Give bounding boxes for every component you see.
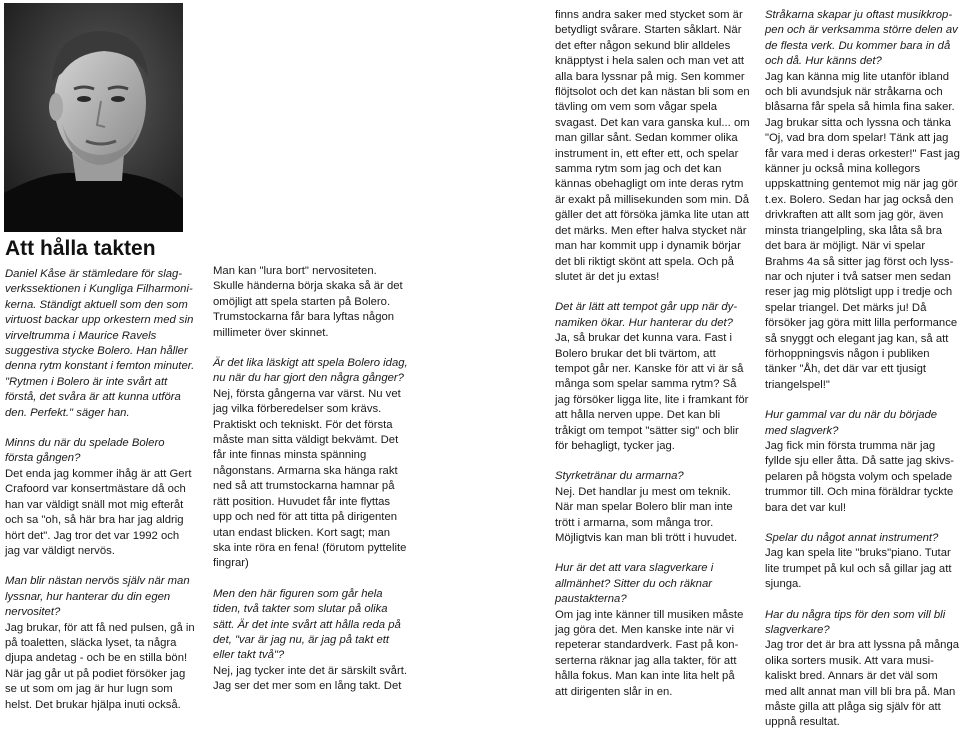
answer-arms: Nej. Det handlar ju mest om teknik. När man spelar Bolero blir man inte trött i armarna, som många tror. Möjligtvis kan man bli trött i huvudet. xyxy=(555,485,738,544)
article-title: Att hålla takten xyxy=(5,237,156,260)
answer-two-bars: Nej, jag tycker inte det är särskilt svårt. Jag ser det mer som en lång takt. Det xyxy=(213,664,407,693)
question-age: Hur gammal var du när du började med slagverk? xyxy=(765,409,938,437)
portrait-illustration xyxy=(4,3,183,232)
answer-tips: Jag tror det är bra att lyssna på många olika sorters musik. Att vara musi-kaliskt bred. Annars är det väl som med allt annat man vill bli bra på. Man måste gilla att plåga sig själv för att uppnå resultat. xyxy=(765,639,960,729)
column-2 xyxy=(213,264,408,695)
answer-two-bars-cont: finns andra saker med stycket som är betydligt svårare. Starten såklart. När det efter någon sekund blir alldeles knäpptyst i hela salen och man vet att alla bara lyssnar på mig. Sen kommer flöjtsolot och det kan nästan bli som en tävling om vem som vågar spela svagast. Det kan vara ganska kul... om man gillar sånt. Sedan kommer olika instrument in, ett efter ett, och spelar samma rytm som jag och det kan kännas obehagligt om inte deras rytm är exakt på millisekunden som min. Då gäller det att försöka jämka lite utan att det märks. Men efter halva stycket när man har kommit upp i dynamik börjar det bli riktigt skönt att spela. Och på slutet är det ju extas! xyxy=(555,9,750,283)
question-two-bars: Men den här figuren som går hela tiden, två takter som slutar på olika sätt. Är det inte svårt att hålla reda på det, "var är jag nu, är jag på takt ett eller takt två"? xyxy=(213,587,401,662)
column-1 xyxy=(5,267,195,713)
answer-other-instrument: Jag kan spela lite "bruks"piano. Tutar lite trumpet på kul och så gillar jag att sjunga. xyxy=(765,547,952,591)
question-tempo: Det är lätt att tempot går upp när dy-namiken ökar. Hur hanterar du det? xyxy=(555,301,738,329)
question-arms: Styrketränar du armarna? xyxy=(555,470,684,483)
question-strings: Stråkarna skapar ju oftast musikkrop-pen och är verksamma större delen av de flesta verk. Du kommer bara in då och då. Hur känns det? xyxy=(765,9,958,68)
answer-still-scary: Nej, första gångerna var värst. Nu vet jag vilka förberedelser som krävs. Praktiskt och tekniskt. För det första måste man sitta väldigt bekvämt. Det får inte finnas minsta spänning någonstans. Armarna ska hänga rakt ned så att trumstockarna hamnar på rätt position. Huvudet får inte flyttas upp och ned för att titta på dirigenten utan endast blicken. Kort sagt; man ska inte röra en fena! (förutom pyttelite fingrar) xyxy=(213,387,407,570)
question-first-time: Minns du när du spelade Bolero första gången? xyxy=(5,437,165,465)
question-tips: Har du några tips för den som vill bli slagverkare? xyxy=(765,608,946,637)
question-percussionist: Hur är det att vara slagverkare i allmänhet? Sitter du och räknar paustakterna? xyxy=(555,562,714,606)
answer-strings: Jag kan känna mig lite utanför ibland och bli avundsjuk när stråkarna och blåsarna får spela så himla fina saker. Jag brukar sitta och lyssna och tänka "Oj, vad bra dom spelar! Tänk att jag får vara med i deras orkester!" Fast jag känner ju också mina kollegors uppskattning gentemot mig när jag gör t.ex. Bolero. Sedan har jag också den drivkraften att allt som jag gör, även minsta triangelpling, ska låta så bra det bara är möjligt. När vi spelar Brahms 4a så sitter jag först och lyss-nar och njuter i två satser men sedan reser jag mig plötsligt upp i tredje och spelar triangel. Det märks ju! Då försöker jag göra mitt lilla performance så snyggt och elegant jag kan, så att förhoppningsvis någon i publiken tänker "Åh, det där var ett tjusigt triangelspel!" xyxy=(765,70,960,391)
question-nervousness: Man blir nästan nervös själv när man lyssnar, hur hanterar du din egen nervositet? xyxy=(5,575,190,619)
answer-nervousness-cont: Man kan "lura bort" nervositeten. Skulle händerna börja skaka så är det omöjligt att spela starten på Bolero. Trumstockarna får bara lyftas någon millimeter över skinnet. xyxy=(213,265,403,339)
answer-age: Jag fick min första trumma när jag fyllde sju eller åtta. Då satte jag skivs-pelaren på högsta volym och spelade trummor till. Och mina föräldrar tyckte bara det var kul! xyxy=(765,439,954,514)
article-intro: Daniel Kåse är stämledare för slag-verkssektionen i Kungliga Filharmoni-kerna. Ständigt aktuell som den som virtuost backar upp orkestern med sin virveltrumma i Maurice Ravels suggestiva stycke Bolero. Han håller denna rytm konstant i femton minuter. "Rytmen i Bolero är inte svårt att förstå, det svåra är att kunna utföra den. Perfekt." säger han. xyxy=(5,268,195,419)
answer-first-time: Det enda jag kommer ihåg är att Gert Crafoord var konsertmästare då och han var väldigt snäll mot mig efteråt och sa "oh, så här bra har jag aldrig hört det". Jag tror det var 1992 och jag var väldigt nervös. xyxy=(5,467,192,557)
column-4 xyxy=(765,8,960,731)
column-3 xyxy=(555,8,750,700)
question-other-instrument: Spelar du något annat instrument? xyxy=(765,532,939,544)
answer-tempo: Ja, så brukar det kunna vara. Fast i Bolero brukar det bli tvärtom, att tempot går ner. Kanske för att vi är så många som spelar samma rytm? Så jag försöker ligga lite, lite i framkant för att hålla nerven uppe. Det kan bli tråkigt om tempot "sätter sig" och blir för behagligt, tycker jag. xyxy=(555,332,749,452)
portrait-photo xyxy=(4,3,183,232)
question-still-scary: Är det lika läskigt att spela Bolero idag, nu när du har gjort den några gånger? xyxy=(213,357,408,385)
answer-percussionist: Om jag inte känner till musiken måste jag göra det. Men kanske inte när vi repeterar standardverk. Fast på kon-serterna räknar jag alla takter, för att hålla fokus. Man kan inte lita helt på att dirigenten slår in en. xyxy=(555,608,744,698)
answer-nervousness: Jag brukar, för att få ned pulsen, gå in på toaletten, släcka lyset, ta några djupa andetag - och be en stilla bön! När jag går ut på podiet försöker jag se ut som om jag är hur lugn som helst. Det brukar hjälpa inuti också. xyxy=(5,621,195,711)
